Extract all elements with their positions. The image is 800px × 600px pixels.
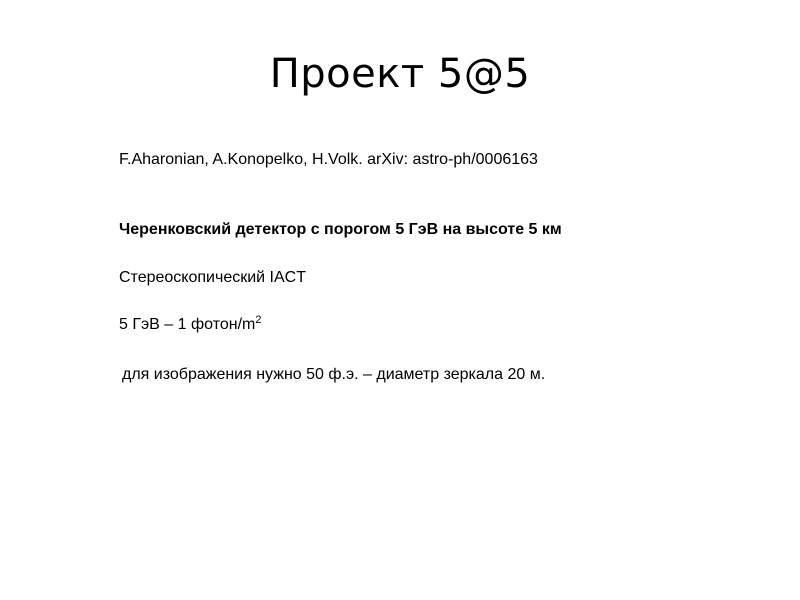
mirror-diameter-line: для изображения нужно 50 ф.э. – диаметр зеркала 20 м.: [122, 366, 546, 383]
photon-flux-superscript: 2: [255, 313, 262, 326]
detector-heading: Черенковский детектор с порогом 5 ГэВ на высоте 5 км: [119, 221, 562, 238]
photon-flux-line: [119, 315, 261, 335]
stereo-iact-line: Стереоскопический IACT: [119, 269, 306, 286]
slide-title: Проект 5@5: [269, 51, 531, 97]
authors-reference: F.Aharonian, A.Konopelko, H.Volk. arXiv: astro-ph/0006163: [119, 151, 538, 168]
photon-flux-text: 5 ГэВ – 1 фотон/m: [119, 316, 256, 333]
